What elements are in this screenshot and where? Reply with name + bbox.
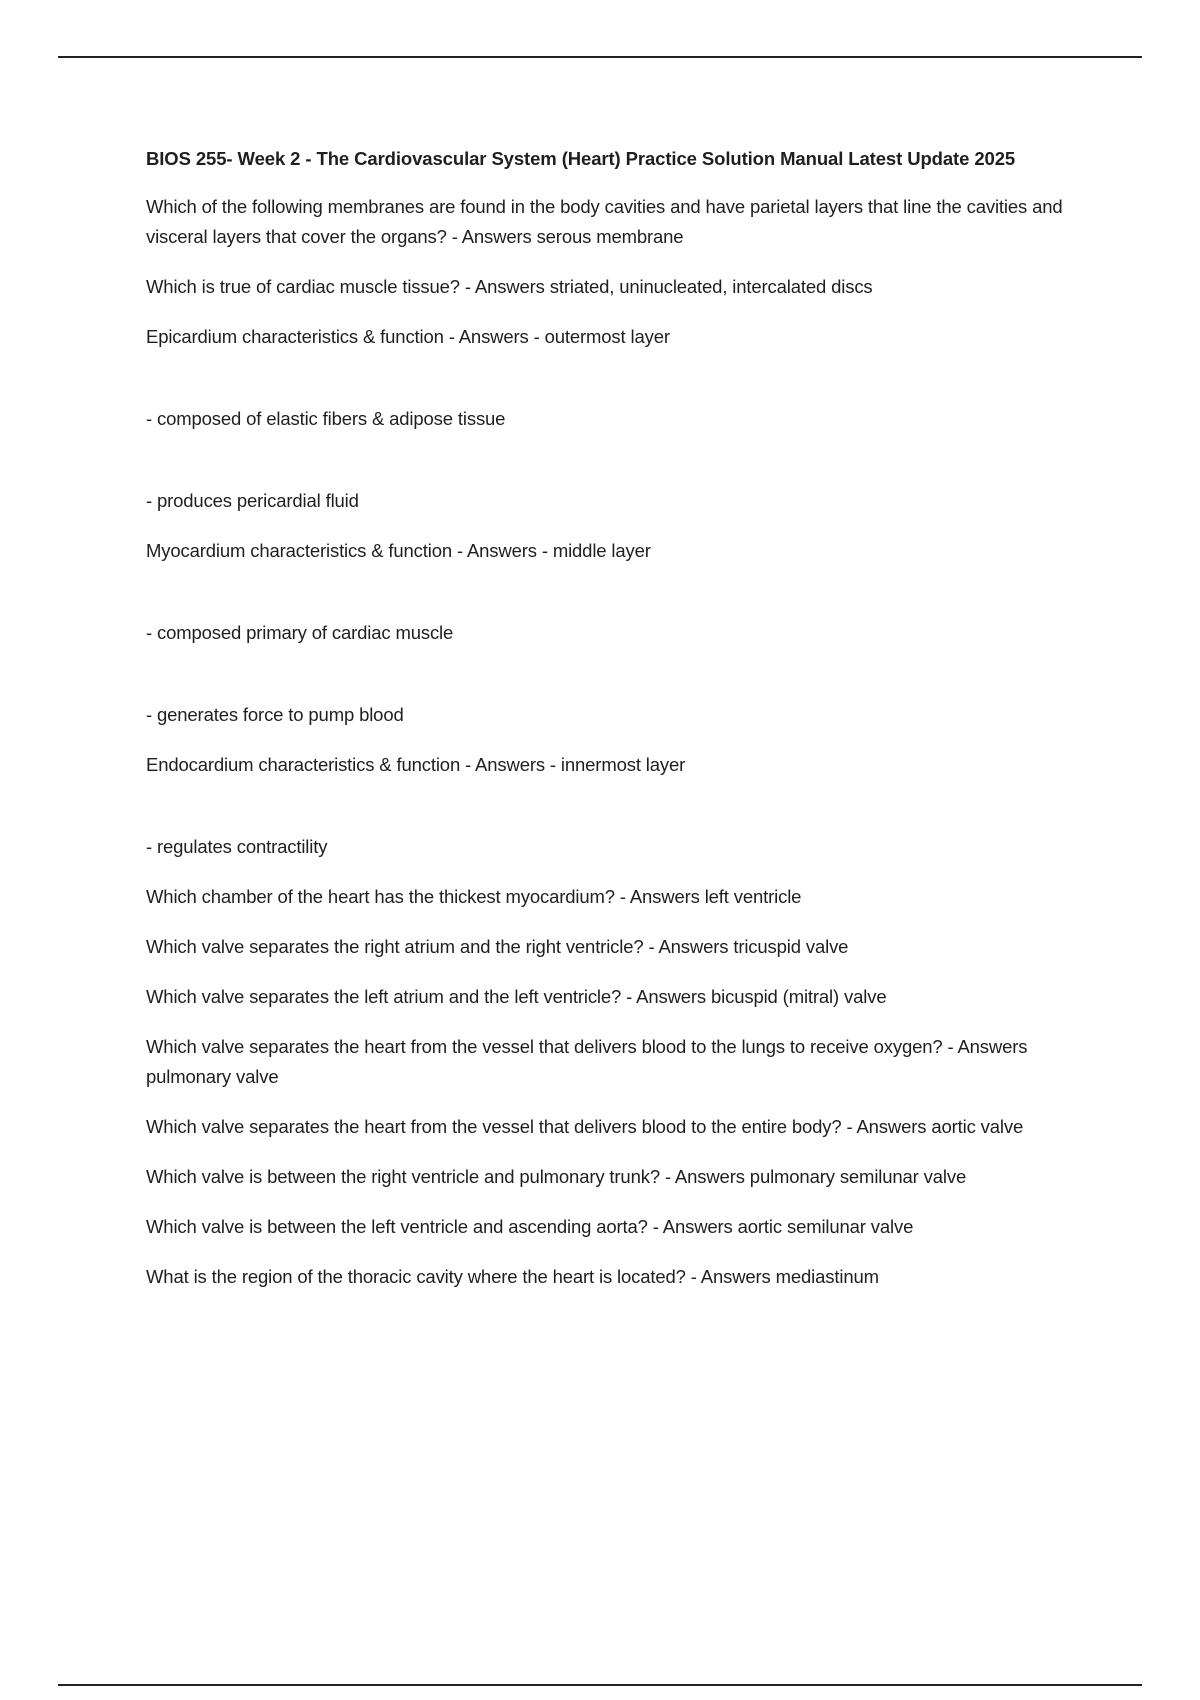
top-divider [58, 56, 1142, 58]
qa-mediastinum: What is the region of the thoracic cavity where the heart is located? - Answers mediastinum [146, 1266, 879, 1287]
qa-epicardium: Epicardium characteristics & function - Answers - outermost layer [146, 326, 670, 347]
qa-pulmonary-valve: Which valve separates the heart from the vessel that delivers blood to the lungs to receive oxygen? - Answers pulmonary valve [146, 1036, 1028, 1087]
document-title: BIOS 255- Week 2 - The Cardiovascular System (Heart) Practice Solution Manual Latest Update 2025 [146, 148, 1016, 169]
myocardium-detail-force: - generates force to pump blood [146, 704, 404, 725]
myocardium-detail-composition: - composed primary of cardiac muscle [146, 622, 454, 643]
qa-pulmonary-semilunar-valve: Which valve is between the right ventricle and pulmonary trunk? - Answers pulmonary semilunar valve [146, 1166, 967, 1187]
epicardium-detail-composition: - composed of elastic fibers & adipose tissue [146, 408, 506, 429]
bottom-divider [58, 1684, 1142, 1686]
qa-aortic-valve: Which valve separates the heart from the vessel that delivers blood to the entire body? - Answers aortic valve [146, 1116, 1024, 1137]
qa-tricuspid-valve: Which valve separates the right atrium and the right ventricle? - Answers tricuspid valve [146, 936, 849, 957]
qa-bicuspid-valve: Which valve separates the left atrium and the left ventricle? - Answers bicuspid (mitral) valve [146, 986, 887, 1007]
endocardium-detail-contractility: - regulates contractility [146, 836, 328, 857]
qa-myocardium: Myocardium characteristics & function - Answers - middle layer [146, 540, 651, 561]
epicardium-detail-fluid: - produces pericardial fluid [146, 490, 359, 511]
qa-thickest-myocardium: Which chamber of the heart has the thickest myocardium? - Answers left ventricle [146, 886, 802, 907]
qa-cardiac-muscle: Which is true of cardiac muscle tissue? - Answers striated, uninucleated, intercalated discs [146, 276, 873, 297]
document-body [146, 146, 1086, 1312]
qa-aortic-semilunar-valve: Which valve is between the left ventricle and ascending aorta? - Answers aortic semilunar valve [146, 1216, 914, 1237]
qa-endocardium: Endocardium characteristics & function - Answers - innermost layer [146, 754, 686, 775]
qa-serous-membrane: Which of the following membranes are found in the body cavities and have parietal layers that line the cavities and visceral layers that cover the organs? - Answers serous membrane [146, 196, 1063, 247]
